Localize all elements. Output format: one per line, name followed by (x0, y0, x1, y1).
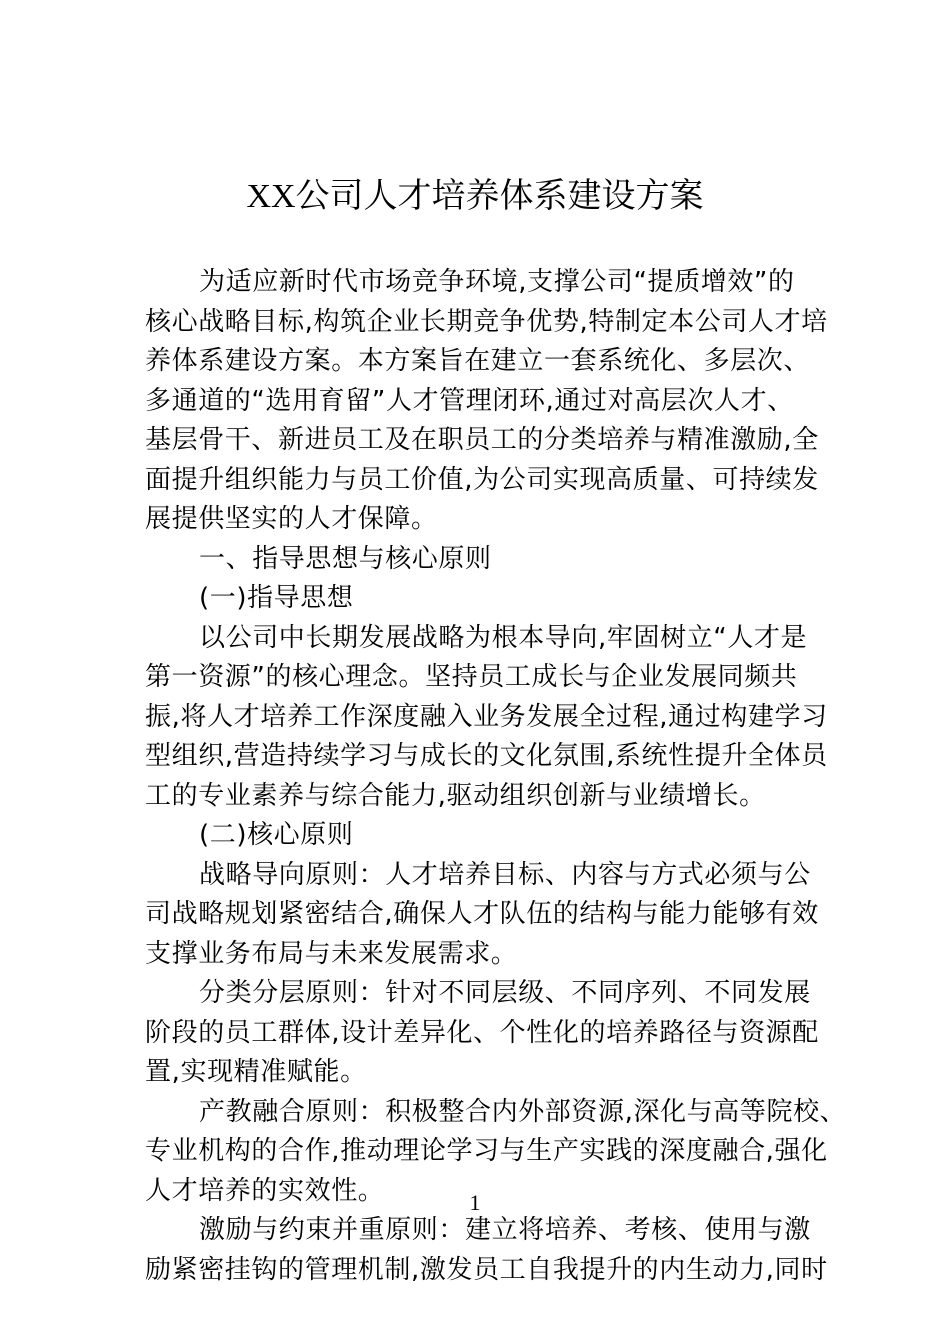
text-line: 面提升组织能力与员工价值,为公司实现高质量、可持续发 (145, 464, 819, 495)
text-line: 振,将人才培养工作深度融入业务发展全过程,通过构建学习 (145, 701, 828, 732)
text-line: 司战略规划紧密结合,确保人才队伍的结构与能力能够有效 (145, 899, 819, 929)
text-line: 以公司中长期发展战略为根本导向,牢固树立“人才是 (199, 622, 808, 653)
text-line: 励紧密挂钩的管理机制,激发员工自我提升的内生动力,同时 (145, 1254, 828, 1285)
text-line: 第一资源”的核心理念。坚持员工成长与企业发展同频共 (145, 662, 798, 692)
text-line: (二)核心原则 (199, 820, 354, 850)
text-line: 专业机构的合作,推动理论学习与生产实践的深度融合,强化 (145, 1136, 828, 1166)
text-line: 置,实现精准赋能。 (145, 1057, 367, 1087)
text-line: 工的专业素养与综合能力,驱动组织创新与业绩增长。 (145, 780, 766, 811)
text-line: 基层骨干、新进员工及在职员工的分类培养与精准激励,全 (145, 425, 819, 455)
text-line: 核心战略目标,构筑企业长期竞争优势,特制定本公司人才培 (145, 306, 828, 337)
page-number: 1 (469, 1190, 481, 1215)
text-line: 养体系建设方案。本方案旨在建立一套系统化、多层次、 (145, 346, 811, 376)
text-line: 阶段的员工群体,设计差异化、个性化的培养路径与资源配 (145, 1017, 819, 1048)
text-line: 产教融合原则：积极整合内外部资源,深化与高等院校、 (199, 1096, 847, 1127)
text-line: 分类分层原则：针对不同层级、不同序列、不同发展 (199, 978, 811, 1008)
document-title: XX公司人才培养体系建设方案 (246, 178, 704, 215)
text-line: 人才培养的实效性。 (145, 1175, 385, 1206)
text-line: (一)指导思想 (199, 583, 354, 613)
text-line: 多通道的“选用育留”人才管理闭环,通过对高层次人才、 (145, 385, 794, 416)
text-line: 型组织,营造持续学习与成长的文化氛围,系统性提升全体员 (145, 741, 828, 771)
text-line: 激励与约束并重原则：建立将培养、考核、使用与激 (199, 1215, 811, 1245)
text-line: 为适应新时代市场竞争环境,支撑公司“提质增效”的 (199, 267, 795, 297)
text-line: 战略导向原则：人才培养目标、内容与方式必须与公 (199, 859, 811, 890)
text-line: 支撑业务布局与未来发展需求。 (145, 938, 518, 969)
document-body (145, 263, 847, 1290)
text-line: 一、指导思想与核心原则 (199, 543, 492, 574)
text-line: 展提供坚实的人才保障。 (145, 504, 438, 534)
